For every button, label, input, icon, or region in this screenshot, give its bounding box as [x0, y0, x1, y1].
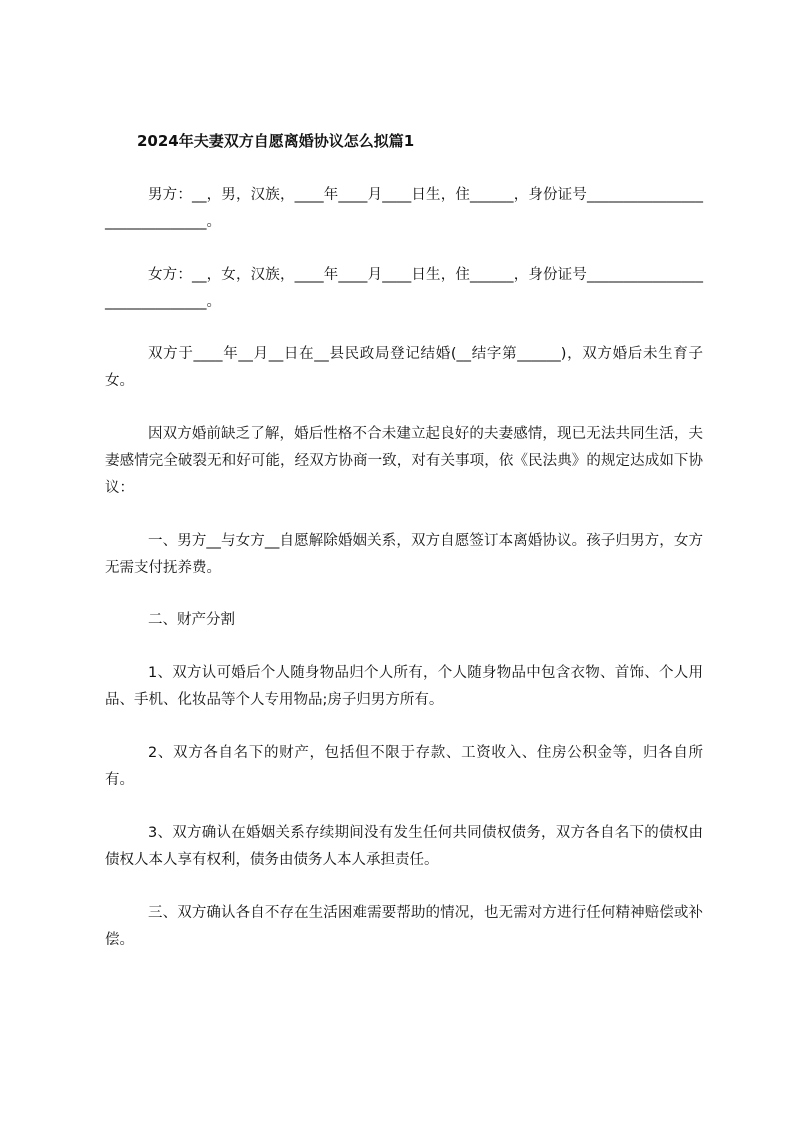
paragraph-property-2: 2、双方各自名下的财产，包括但不限于存款、工资收入、住房公积金等，归各自所有。	[105, 745, 703, 788]
paragraph-wife-info: 女方：__，女，汉族，____年____月____日生，住______，身份证号______________________________。	[105, 267, 703, 310]
paragraph-clause-3: 三、双方确认各自不存在生活困难需要帮助的情况，也无需对方进行任何精神赔偿或补偿。	[105, 905, 703, 948]
paragraph-reason: 因双方婚前缺乏了解，婚后性格不合未建立起良好的夫妻感情，现已无法共同生活，夫妻感情完全破裂无和好可能，经双方协商一致，对有关事项，依《民法典》的规定达成如下协议：	[105, 426, 703, 496]
paragraph-clause-1: 一、男方__与女方__自愿解除婚姻关系，双方自愿签订本离婚协议。孩子归男方，女方无需支付抚养费。	[105, 533, 703, 576]
paragraph-property-3: 3、双方确认在婚姻关系存续期间没有发生任何共同债权债务，双方各自名下的债权由债权人本人享有权利，债务由债务人本人承担责任。	[105, 825, 703, 868]
paragraph-marriage-registration: 双方于____年__月__日在__县民政局登记结婚(__结字第______)，双方婚后未生育子女。	[105, 346, 703, 389]
paragraph-husband-info: 男方：__，男，汉族，____年____月____日生，住______，身份证号______________________________。	[105, 187, 703, 230]
paragraph-clause-2-heading: 二、财产分割	[148, 612, 235, 628]
document-title: 2024年夫妻双方自愿离婚协议怎么拟篇1	[137, 132, 415, 150]
paragraph-property-1: 1、双方认可婚后个人随身物品归个人所有，个人随身物品中包含衣物、首饰、个人用品、手机、化妆品等个人专用物品;房子归男方所有。	[105, 665, 703, 708]
